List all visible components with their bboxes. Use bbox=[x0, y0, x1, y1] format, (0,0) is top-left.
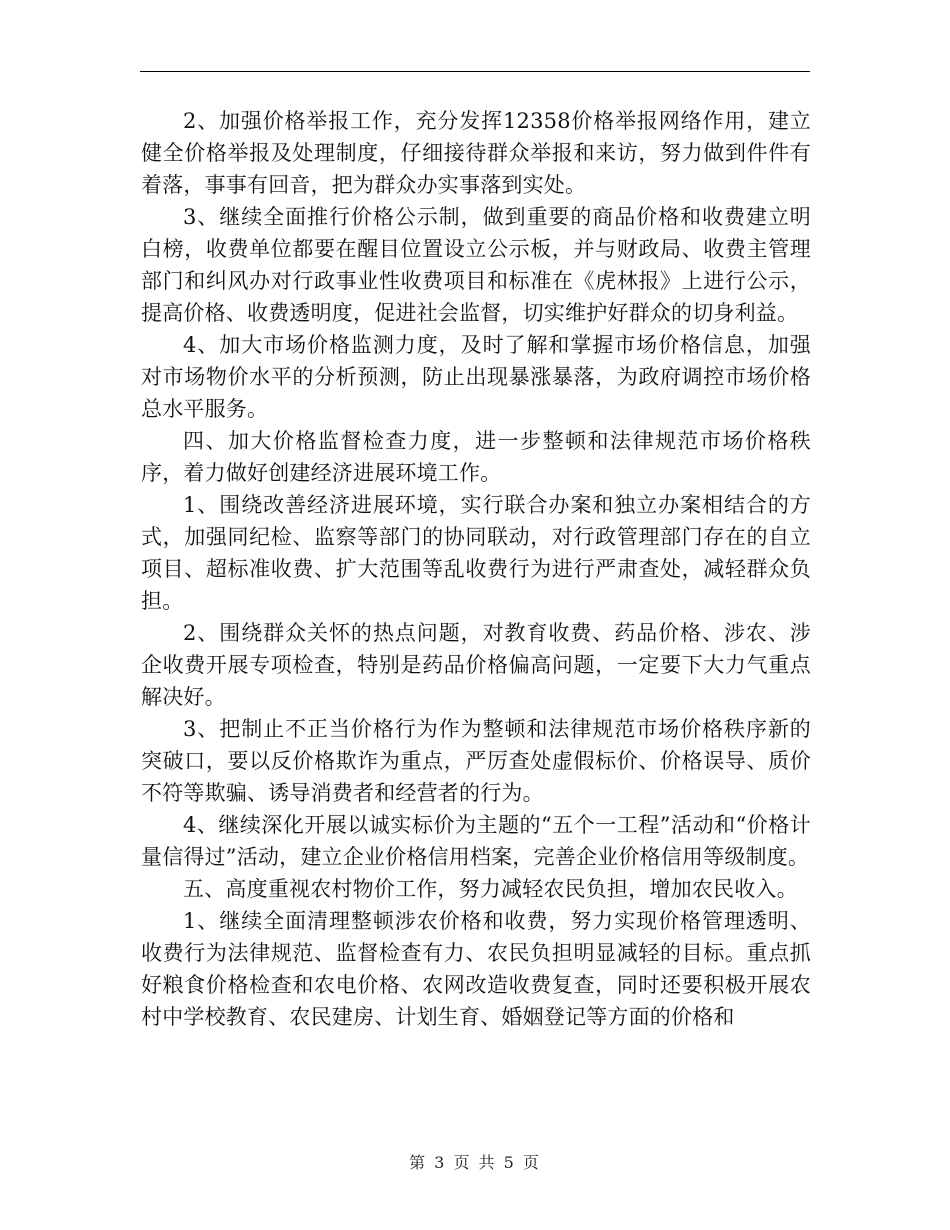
paragraph: 3、把制止不正当价格行为作为整顿和法律规范市场价格秩序新的突破口，要以反价格欺诈为重点，严厉查处虚假标价、价格误导、质价不符等欺骗、诱导消费者和经营者的行为。 bbox=[141, 717, 811, 805]
page-number-footer: 第 3 页 共 5 页 bbox=[409, 1153, 541, 1172]
header-rule bbox=[140, 71, 810, 72]
paragraph: 4、加大市场价格监测力度，及时了解和掌握市场价格信息，加强对市场物价水平的分析预测，防止出现暴涨暴落，为政府调控市场价格总水平服务。 bbox=[141, 333, 811, 421]
paragraph: 4、继续深化开展以诚实标价为主题的“五个一工程”活动和“价格计量信得过”活动，建立企业价格信用档案，完善企业价格信用等级制度。 bbox=[141, 813, 811, 869]
paragraph: 1、围绕改善经济进展环境，实行联合办案和独立办案相结合的方式，加强同纪检、监察等部门的协同联动，对行政管理部门存在的自立项目、超标准收费、扩大范围等乱收费行为进行严肃查处，减轻群众负担。 bbox=[141, 493, 811, 613]
section-heading: 四、加大价格监督检查力度，进一步整顿和法律规范市场价格秩序，着力做好创建经济进展环境工作。 bbox=[141, 429, 811, 485]
paragraph: 1、继续全面清理整顿涉农价格和收费，努力实现价格管理透明、收费行为法律规范、监督检查有力、农民负担明显减轻的目标。重点抓好粮食价格检查和农电价格、农网改造收费复查，同时还要积极开展农村中学校教育、农民建房、计划生育、婚姻登记等方面的价格和 bbox=[141, 909, 811, 1029]
paragraph: 2、加强价格举报工作，充分发挥12358价格举报网络作用，建立健全价格举报及处理制度，仔细接待群众举报和来访，努力做到件件有着落，事事有回音，把为群众办实事落到实处。 bbox=[141, 109, 811, 197]
document-body bbox=[141, 105, 811, 1033]
paragraph: 2、围绕群众关怀的热点问题，对教育收费、药品价格、涉农、涉企收费开展专项检查，特别是药品价格偏高问题，一定要下大力气重点解决好。 bbox=[141, 621, 811, 709]
paragraph: 3、继续全面推行价格公示制，做到重要的商品价格和收费建立明白榜，收费单位都要在醒目位置设立公示板，并与财政局、收费主管理部门和纠风办对行政事业性收费项目和标准在《虎林报》上进行公示，提高价格、收费透明度，促进社会监督，切实维护好群众的切身利益。 bbox=[141, 205, 811, 325]
section-heading: 五、高度重视农村物价工作，努力减轻农民负担，增加农民收入。 bbox=[183, 877, 798, 901]
